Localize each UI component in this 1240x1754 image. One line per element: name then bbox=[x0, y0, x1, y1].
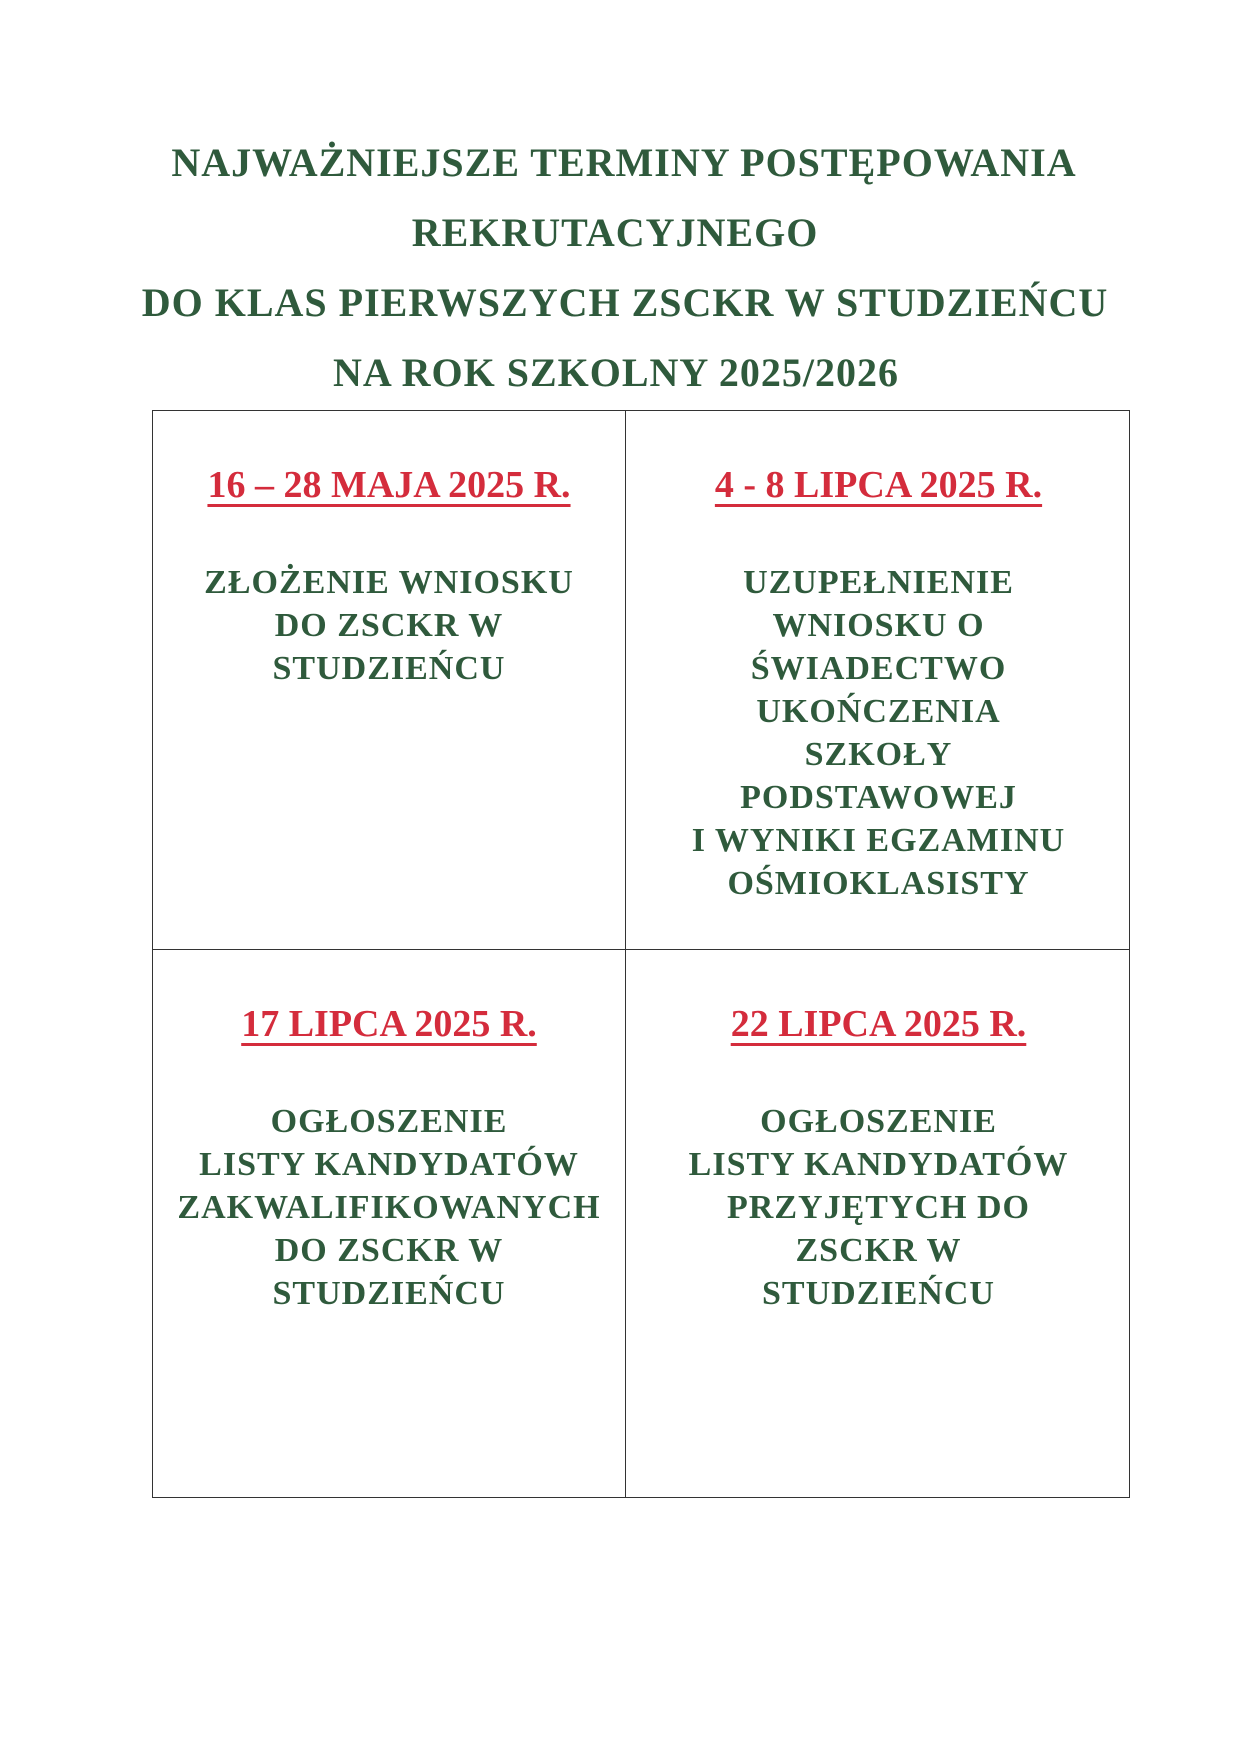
schedule-cell-qualified-list bbox=[153, 950, 625, 1499]
description-line: PRZYJĘTYCH DO bbox=[727, 1189, 1030, 1226]
description-line: WNIOSKU O bbox=[772, 607, 985, 644]
description-line: ZAKWALIFIKOWANYCH bbox=[177, 1189, 601, 1226]
deadline-date: 4 - 8 LIPCA 2025 R. bbox=[714, 464, 1043, 506]
title-line-2: REKRUTACYJNEGO bbox=[411, 210, 819, 255]
title-line-1: NAJWAŻNIEJSZE TERMINY POSTĘPOWANIA bbox=[171, 140, 1077, 185]
page-title bbox=[0, 128, 1240, 408]
description-line: PODSTAWOWEJ bbox=[740, 779, 1017, 816]
deadline-date: 16 – 28 MAJA 2025 R. bbox=[207, 464, 571, 506]
deadline-date: 17 LIPCA 2025 R. bbox=[241, 1003, 537, 1045]
title-line-4: NA ROK SZKOLNY 2025/2026 bbox=[333, 350, 899, 395]
deadline-description bbox=[153, 561, 625, 690]
schedule-cell-accepted-list bbox=[626, 950, 1131, 1499]
description-line: STUDZIEŃCU bbox=[272, 650, 506, 687]
description-line: UKOŃCZENIA bbox=[756, 693, 1001, 730]
description-line: LISTY KANDYDATÓW bbox=[199, 1146, 579, 1183]
description-line: OGŁOSZENIE bbox=[760, 1103, 997, 1140]
deadline-description bbox=[153, 1100, 625, 1315]
description-line: UZUPEŁNIENIE bbox=[743, 564, 1014, 601]
description-line: OŚMIOKLASISTY bbox=[727, 865, 1030, 902]
description-line: I WYNIKI EGZAMINU bbox=[691, 822, 1066, 859]
deadline-description bbox=[626, 561, 1131, 905]
description-line: ZŁOŻENIE WNIOSKU bbox=[204, 564, 574, 601]
description-line: LISTY KANDYDATÓW bbox=[688, 1146, 1069, 1183]
description-line: ZSCKR W bbox=[795, 1232, 962, 1269]
description-line: STUDZIEŃCU bbox=[272, 1275, 506, 1312]
description-line: DO ZSCKR W bbox=[274, 1232, 504, 1269]
description-line: OGŁOSZENIE bbox=[270, 1103, 508, 1140]
description-line: ŚWIADECTWO bbox=[750, 650, 1007, 687]
deadline-description bbox=[626, 1100, 1131, 1315]
description-line: STUDZIEŃCU bbox=[762, 1275, 995, 1312]
deadline-date: 22 LIPCA 2025 R. bbox=[730, 1003, 1027, 1045]
title-line-3: DO KLAS PIERWSZYCH ZSCKR W STUDZIEŃCU bbox=[141, 280, 1109, 325]
schedule-table bbox=[152, 410, 1130, 1498]
description-line: DO ZSCKR W bbox=[274, 607, 504, 644]
schedule-cell-supplement bbox=[626, 411, 1131, 949]
description-line: SZKOŁY bbox=[804, 736, 953, 773]
schedule-cell-application bbox=[153, 411, 625, 949]
